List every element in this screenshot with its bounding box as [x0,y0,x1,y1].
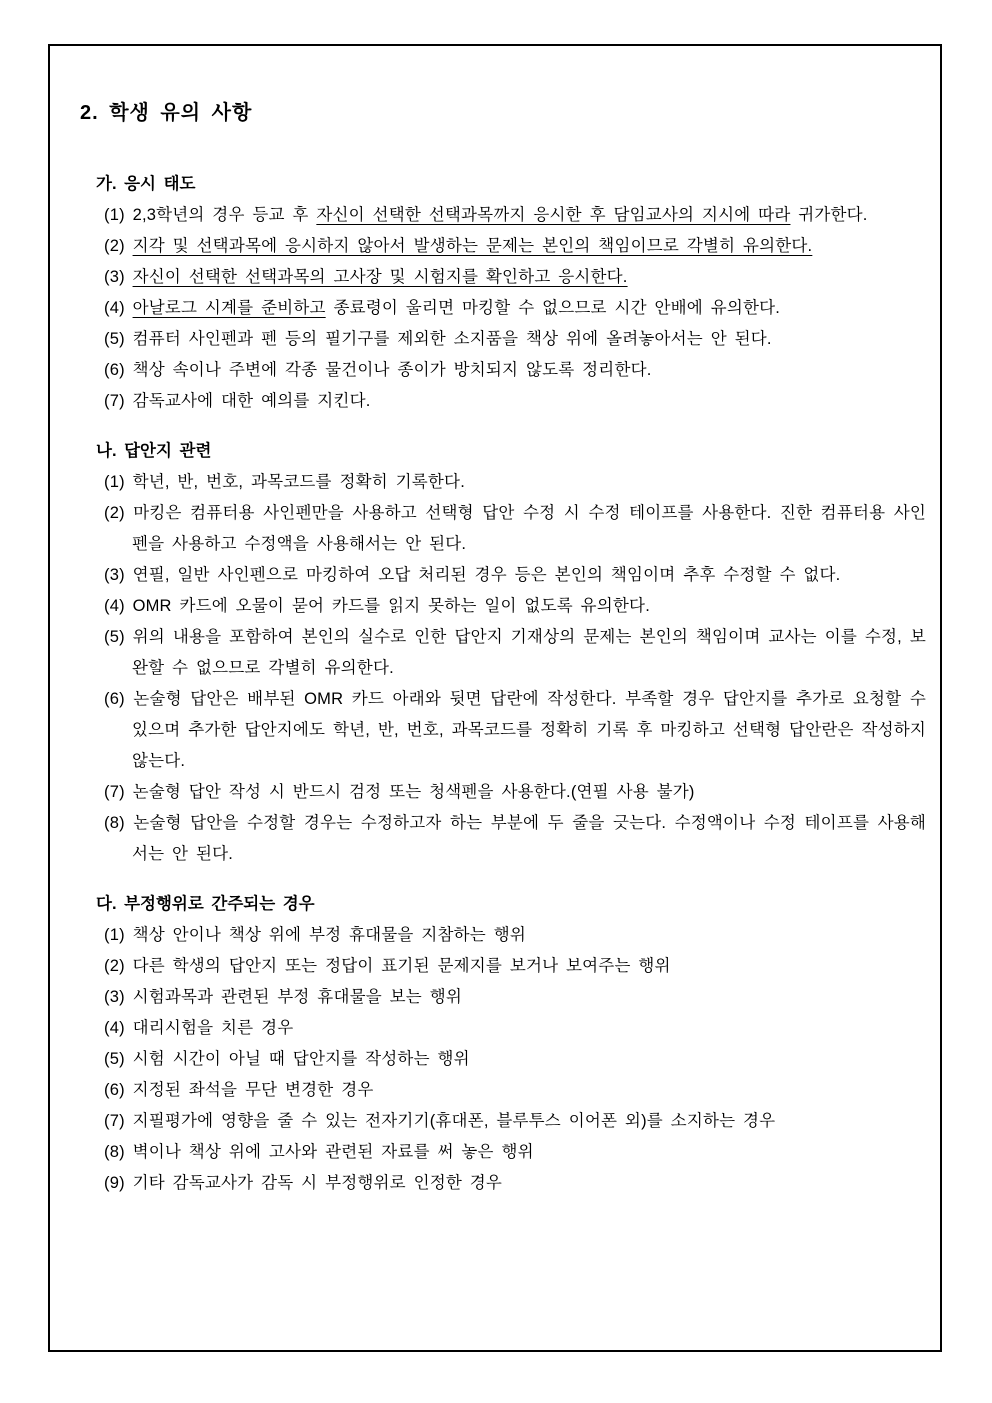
underlined-text: 지각 및 선택과목에 응시하지 않아서 발생하는 문제는 본인의 책임이므로 각별히 유의한다. [132,237,813,255]
list-item [104,355,926,386]
list-item [104,951,926,982]
item-marker: (2) [104,957,133,975]
item-marker: (2) [104,237,133,255]
section-heading: 나. 답안지 관련 [96,442,212,460]
underlined-text: 자신이 선택한 선택과목의 고사장 및 시험지를 확인하고 응시한다. [132,268,628,286]
section-heading: 가. 응시 태도 [96,175,196,193]
item-text: 2,3학년의 경우 등교 후 [132,206,317,224]
item-text: 논술형 답안은 배부된 OMR 카드 아래와 뒷면 답란에 작성한다. 부족할 경우 답안지를 추가로 요청할 수 있으며 추가한 답안지에도 학년, 반, 번호, 과목코드를 정확히 기록 후 마킹하고 선택형 답안란은 작성하지 않는다. [132,690,926,770]
item-marker: (9) [104,1174,133,1192]
item-marker: (3) [104,988,133,1006]
list-item [104,262,926,293]
item-text: 종료령이 울리면 마킹할 수 없으므로 시간 안배에 유의한다. [325,299,781,317]
section-heading: 다. 부정행위로 간주되는 경우 [96,895,315,913]
underlined-text: 자신이 선택한 선택과목까지 응시한 후 담임교사의 지시에 따라 [316,206,791,224]
item-marker: (7) [104,1112,133,1130]
item-text: 연필, 일반 사인펜으로 마킹하여 오답 처리된 경우 등은 본인의 책임이며 추후 수정할 수 없다. [132,566,841,584]
item-text: 대리시험을 치른 경우 [132,1019,294,1037]
item-marker: (6) [104,1081,133,1099]
item-marker: (6) [104,361,133,379]
list-item [104,498,926,560]
item-text: 감독교사에 대한 예의를 지킨다. [132,392,371,410]
list-item [104,808,926,870]
item-marker: (4) [104,1019,133,1037]
list-item [104,777,926,808]
list-item [104,386,926,417]
item-marker: (7) [104,392,133,410]
item-text: 마킹은 컴퓨터용 사인펜만을 사용하고 선택형 답안 수정 시 수정 테이프를 사용한다. 진한 컴퓨터용 사인펜을 사용하고 수정액을 사용해서는 안 된다. [132,504,926,553]
item-text: 논술형 답안 작성 시 반드시 검정 또는 청색펜을 사용한다.(연필 사용 불가) [132,783,695,801]
item-text: OMR 카드에 오물이 묻어 카드를 읽지 못하는 일이 없도록 유의한다. [132,597,650,615]
item-marker: (3) [104,268,133,286]
list-item [104,200,926,231]
item-marker: (5) [104,1050,133,1068]
item-text: 귀가한다. [790,206,868,224]
sections [80,172,926,1199]
item-marker: (5) [104,628,133,646]
item-text: 다른 학생의 답안지 또는 정답이 표기된 문제지를 보거나 보여주는 행위 [132,957,671,975]
list-item [104,982,926,1013]
item-marker: (8) [104,814,134,832]
item-list [104,467,926,870]
item-text: 책상 속이나 주변에 각종 물건이나 종이가 방치되지 않도록 정리한다. [132,361,652,379]
section-na-dabanji-gwallyeon [80,439,926,870]
item-text: 시험과목과 관련된 부정 휴대물을 보는 행위 [132,988,462,1006]
item-text: 시험 시간이 아닐 때 답안지를 작성하는 행위 [132,1050,470,1068]
item-text: 학년, 반, 번호, 과목코드를 정확히 기록한다. [132,473,465,491]
list-item [104,920,926,951]
list-item [104,1106,926,1137]
list-item [104,1044,926,1075]
item-marker: (1) [104,473,133,491]
page-frame [48,44,942,1352]
item-marker: (4) [104,299,133,317]
page-title: 2. 학생 유의 사항 [80,102,253,124]
item-marker: (1) [104,926,133,944]
item-text: 책상 안이나 책상 위에 부정 휴대물을 지참하는 행위 [132,926,526,944]
item-list [104,920,926,1199]
list-item [104,231,926,262]
list-item [104,467,926,498]
list-item [104,591,926,622]
list-item [104,560,926,591]
item-marker: (7) [104,783,133,801]
underlined-text: 아날로그 시계를 준비하고 [132,299,326,317]
item-marker: (2) [104,504,134,522]
item-marker: (4) [104,597,133,615]
item-list [104,200,926,417]
list-item [104,684,926,777]
list-item [104,293,926,324]
item-marker: (5) [104,330,133,348]
item-text: 위의 내용을 포함하여 본인의 실수로 인한 답안지 기재상의 문제는 본인의 책임이며 교사는 이를 수정, 보완할 수 없으므로 각별히 유의한다. [132,628,926,677]
section-ga-eungsi-taedo [80,172,926,417]
item-text: 지정된 좌석을 무단 변경한 경우 [132,1081,374,1099]
list-item [104,1168,926,1199]
item-marker: (6) [104,690,134,708]
item-text: 논술형 답안을 수정할 경우는 수정하고자 하는 부분에 두 줄을 긋는다. 수정액이나 수정 테이프를 사용해서는 안 된다. [132,814,926,863]
item-text: 기타 감독교사가 감독 시 부정행위로 인정한 경우 [132,1174,503,1192]
list-item [104,622,926,684]
item-marker: (1) [104,206,133,224]
item-text: 지필평가에 영향을 줄 수 있는 전자기기(휴대폰, 블루투스 이어폰 외)를 소지하는 경우 [132,1112,776,1130]
list-item [104,1137,926,1168]
item-text: 컴퓨터 사인펜과 펜 등의 필기구를 제외한 소지품을 책상 위에 올려놓아서는 안 된다. [132,330,772,348]
section-da-bujeonghaengwi [80,892,926,1199]
list-item [104,324,926,355]
item-text: 벽이나 책상 위에 고사와 관련된 자료를 써 놓은 행위 [132,1143,534,1161]
item-marker: (3) [104,566,133,584]
list-item [104,1075,926,1106]
page-content [50,46,940,1199]
item-marker: (8) [104,1143,133,1161]
list-item [104,1013,926,1044]
